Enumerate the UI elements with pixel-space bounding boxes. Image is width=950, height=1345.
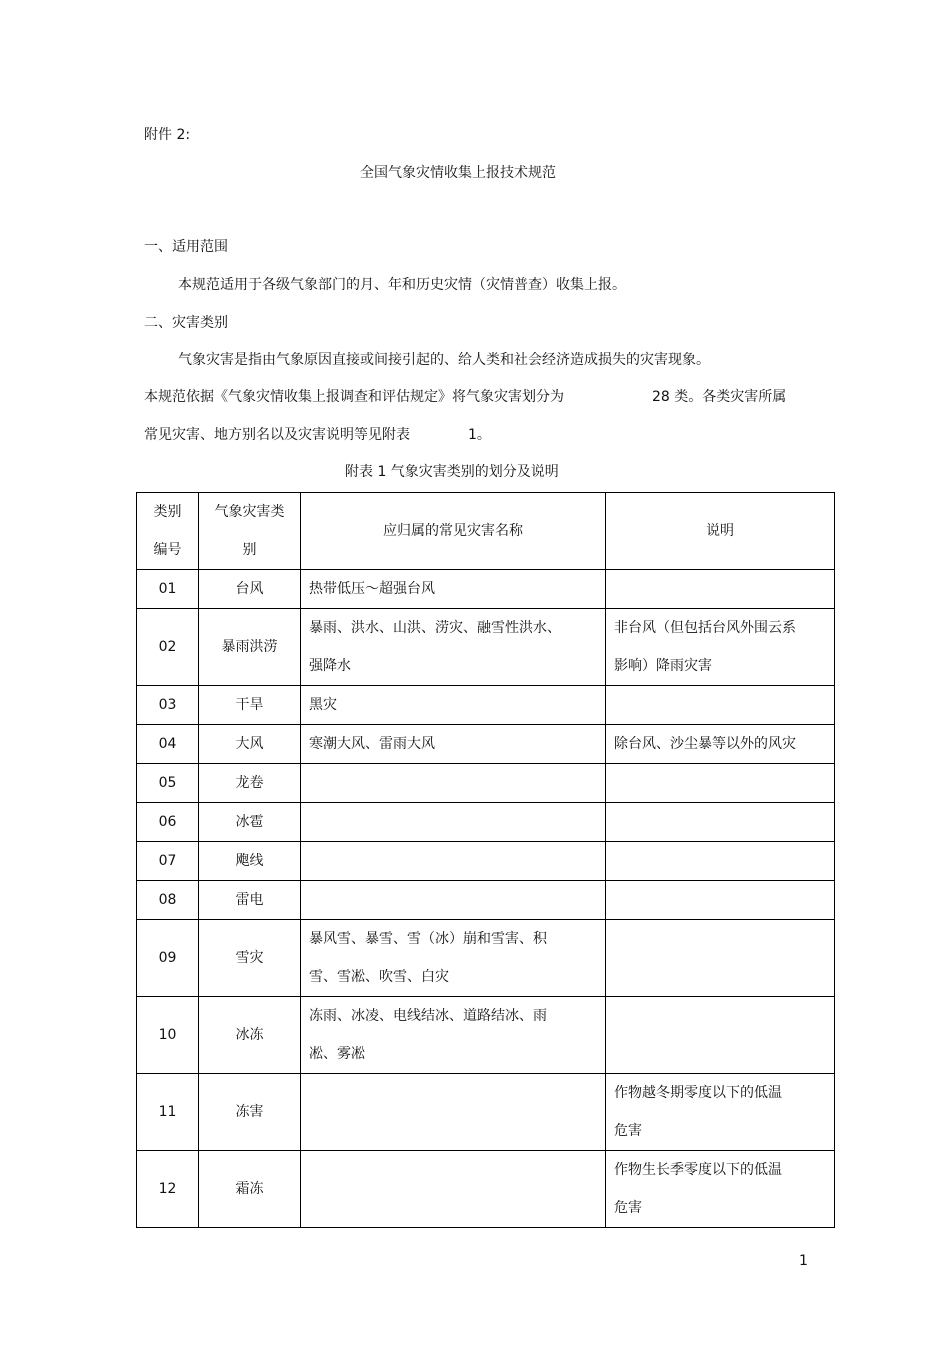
cell-common-names-line: 寒潮大风、雷雨大风	[309, 736, 435, 752]
cell-code: 12	[137, 1151, 199, 1228]
header-disaster-type-line1: 气象灾害类	[214, 504, 285, 520]
cell-description	[606, 1151, 835, 1228]
header-category-code-line2: 编号	[153, 542, 182, 558]
cell-code: 01	[137, 570, 199, 609]
table-row	[137, 842, 835, 881]
reference-text-continued: 1。	[468, 427, 491, 443]
cell-disaster-type: 飑线	[199, 842, 301, 881]
cell-common-names	[301, 842, 606, 881]
cell-common-names	[301, 686, 606, 725]
cell-description	[606, 609, 835, 686]
cell-description	[606, 803, 835, 842]
basis-text: 本规范依据《气象灾情收集上报调查和评估规定》将气象灾害划分为	[144, 389, 564, 405]
table-caption: 附表 1 气象灾害类别的划分及说明	[345, 464, 559, 480]
cell-description-line: 非台风（但包括台风外围云系	[614, 620, 796, 636]
header-disaster-type-line2: 别	[242, 542, 257, 558]
cell-code: 10	[137, 997, 199, 1074]
header-disaster-type	[199, 493, 301, 570]
cell-disaster-type: 暴雨洪涝	[199, 609, 301, 686]
section-heading-scope: 一、适用范围	[144, 239, 228, 255]
cell-description	[606, 764, 835, 803]
cell-common-names-line: 冻雨、冰凌、电线结冰、道路结冰、雨	[309, 1008, 547, 1024]
cell-description-line: 作物生长季零度以下的低温	[614, 1162, 782, 1178]
cell-description-line: 作物越冬期零度以下的低温	[614, 1085, 782, 1101]
cell-code: 08	[137, 881, 199, 920]
cell-code: 04	[137, 725, 199, 764]
basis-text-continued: 28 类。各类灾害所属	[652, 389, 787, 405]
table-row	[137, 686, 835, 725]
section-heading-categories: 二、灾害类别	[144, 315, 228, 331]
cell-description	[606, 997, 835, 1074]
cell-description-line: 危害	[614, 1200, 642, 1216]
cell-common-names-line: 黑灾	[309, 697, 337, 713]
cell-common-names	[301, 920, 606, 997]
reference-text: 常见灾害、地方别名以及灾害说明等见附表	[144, 427, 410, 443]
page-number: 1	[799, 1253, 808, 1269]
cell-disaster-type: 雪灾	[199, 920, 301, 997]
cell-common-names	[301, 803, 606, 842]
cell-code: 05	[137, 764, 199, 803]
cell-common-names-line: 暴雨、洪水、山洪、涝灾、融雪性洪水、	[309, 620, 561, 636]
attachment-label: 附件 2:	[144, 127, 191, 143]
cell-common-names	[301, 725, 606, 764]
document-title: 全国气象灾情收集上报技术规范	[360, 165, 556, 181]
header-common-disasters: 应归属的常见灾害名称	[301, 493, 606, 570]
cell-code: 11	[137, 1074, 199, 1151]
header-category-code	[137, 493, 199, 570]
table-body	[137, 570, 835, 1228]
cell-common-names	[301, 609, 606, 686]
cell-common-names	[301, 570, 606, 609]
header-description: 说明	[606, 493, 835, 570]
cell-disaster-type: 雷电	[199, 881, 301, 920]
cell-code: 07	[137, 842, 199, 881]
cell-description	[606, 725, 835, 764]
cell-description	[606, 881, 835, 920]
cell-description	[606, 1074, 835, 1151]
cell-description-line: 除台风、沙尘暴等以外的风灾	[614, 736, 796, 752]
cell-common-names	[301, 997, 606, 1074]
table-row	[137, 1074, 835, 1151]
cell-code: 02	[137, 609, 199, 686]
table-row	[137, 609, 835, 686]
cell-description	[606, 570, 835, 609]
cell-common-names-line: 强降水	[309, 658, 351, 674]
table-row	[137, 881, 835, 920]
cell-disaster-type: 冻害	[199, 1074, 301, 1151]
scope-paragraph: 本规范适用于各级气象部门的月、年和历史灾情（灾情普查）收集上报。	[178, 277, 626, 293]
cell-common-names	[301, 764, 606, 803]
cell-code: 09	[137, 920, 199, 997]
table-row	[137, 803, 835, 842]
definition-paragraph: 气象灾害是指由气象原因直接或间接引起的、给人类和社会经济造成损失的灾害现象。	[178, 352, 710, 368]
cell-common-names	[301, 1151, 606, 1228]
cell-code: 06	[137, 803, 199, 842]
cell-disaster-type: 龙卷	[199, 764, 301, 803]
cell-code: 03	[137, 686, 199, 725]
header-category-code-line1: 类别	[153, 504, 182, 520]
table-row	[137, 725, 835, 764]
cell-description	[606, 686, 835, 725]
cell-common-names-line: 雪、雪凇、吹雪、白灾	[309, 969, 449, 985]
cell-disaster-type: 冰雹	[199, 803, 301, 842]
table-row	[137, 920, 835, 997]
cell-disaster-type: 霜冻	[199, 1151, 301, 1228]
table-row	[137, 997, 835, 1074]
table-row	[137, 764, 835, 803]
table-header-row	[137, 493, 835, 570]
cell-common-names-line: 热带低压～超强台风	[309, 581, 435, 597]
table-row	[137, 570, 835, 609]
cell-description-line: 影响）降雨灾害	[614, 658, 712, 674]
cell-description	[606, 842, 835, 881]
cell-common-names-line: 凇、雾凇	[309, 1046, 365, 1062]
cell-disaster-type: 冰冻	[199, 997, 301, 1074]
cell-disaster-type: 台风	[199, 570, 301, 609]
cell-disaster-type: 大风	[199, 725, 301, 764]
cell-common-names	[301, 881, 606, 920]
disaster-category-table	[136, 492, 835, 1228]
cell-common-names	[301, 1074, 606, 1151]
cell-common-names-line: 暴风雪、暴雪、雪（冰）崩和雪害、积	[309, 931, 547, 947]
cell-disaster-type: 干旱	[199, 686, 301, 725]
cell-description-line: 危害	[614, 1123, 642, 1139]
table-row	[137, 1151, 835, 1228]
cell-description	[606, 920, 835, 997]
